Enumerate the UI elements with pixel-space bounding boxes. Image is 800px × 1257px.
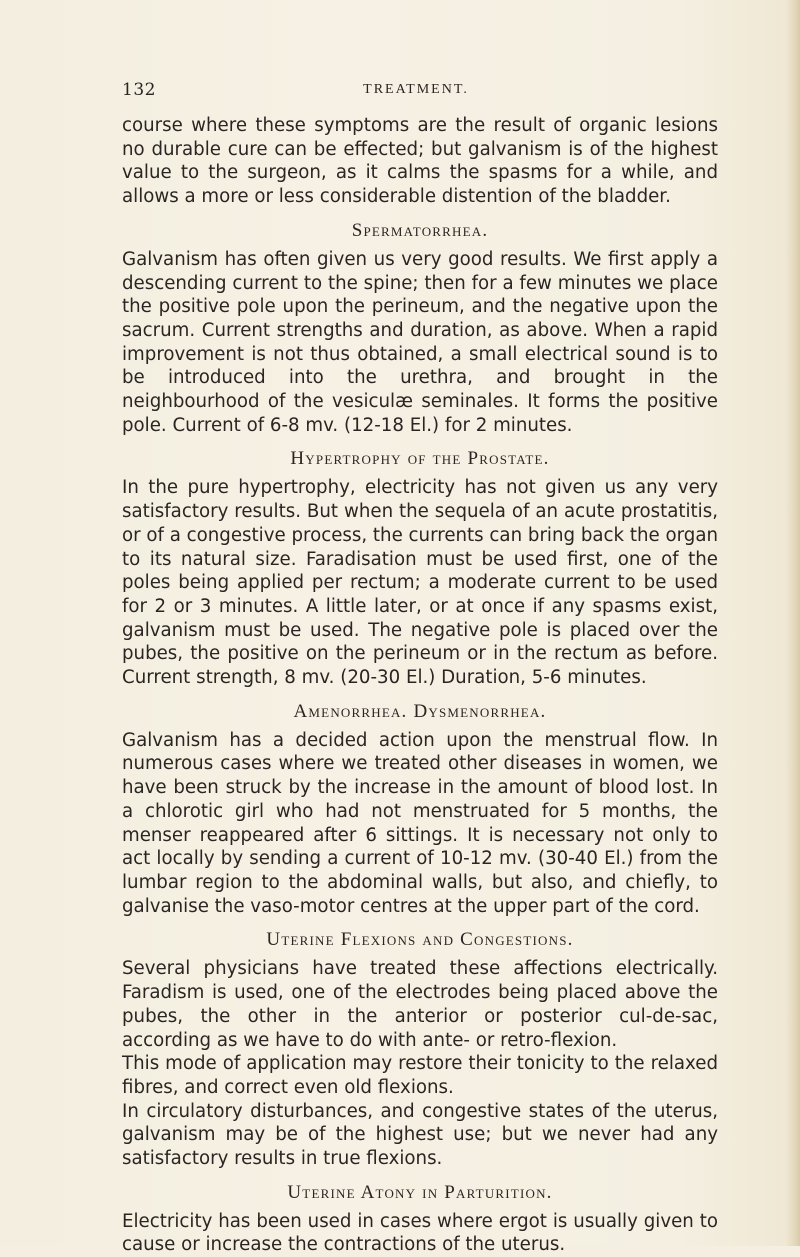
uterine-flexions-paragraph-3: In circulatory disturbances, and congestive states of the uterus, galvanism may be of the highest use; but we never had any satisfactory results in true flexions. [122, 1100, 718, 1170]
intro-paragraph: course where these symptoms are the result of organic lesions no durable cure can be effected; but galvanism is of the highest value to the surgeon, as it calms the spasms for a while, and allows a more or less considerable distention of the bladder. [122, 115, 718, 208]
page-header [122, 80, 710, 104]
heading-uterine-flexions: Uterine Flexions and Congestions. [266, 929, 574, 951]
spermatorrhea-paragraph: Galvanism has often given us very good results. We first apply a descending current to the spine; then for a few minutes we place the positive pole upon the perineum, and the negative upon the sacrum. Current strengths and duration, as above. When a rapid improvement is not thus obtained, a small electrical sound is to be introduced into the urethra, and brought in the neighbourhood of the vesiculæ seminales. It forms the positive pole. Current of 6-8 mv. (12-18 El.) for 2 minutes. [122, 248, 718, 436]
running-head: TREATMENT. [363, 82, 469, 97]
heading-amenorrhea: Amenorrhea. Dysmenorrhea. [293, 700, 547, 722]
page-number: 132 [122, 80, 156, 100]
uterine-flexions-paragraph-1: Several physicians have treated these affections electrically. Faradism is used, one of the electrodes being placed above the pubes, the other in the anterior or posterior cul-de-sac, according as we have to do with ante- or retro-flexion. [122, 958, 718, 1051]
prostate-paragraph: In the pure hypertrophy, electricity has not given us any very satisfactory results. But when the sequela of an acute prostatitis, or of a congestive process, the currents can bring back the organ to its natural size. Faradisation must be used first, one of the poles being applied per rectum; a moderate current to be used for 2 or 3 minutes. A little later, or at once if any spasms exist, galvanism must be used. The negative pole is placed over the pubes, the positive on the perineum or in the rectum as before. Current strength, 8 mv. (20-30 El.) Duration, 5-6 minutes. [122, 477, 718, 689]
heading-spermatorrhea: Spermatorrhea. [351, 219, 489, 241]
heading-uterine-atony: Uterine Atony in Parturition. [287, 1181, 553, 1203]
uterine-atony-paragraph: Electricity has been used in cases where ergot is usually given to cause or increase the contractions of the uterus. [122, 1210, 718, 1256]
heading-prostate: Hypertrophy of the Prostate. [290, 448, 550, 470]
uterine-flexions-paragraph-2: This mode of application may restore their tonicity to the relaxed fibres, and correct even old flexions. [122, 1053, 718, 1098]
body-text [122, 114, 718, 1257]
page-edge-shadow [786, 0, 800, 1246]
amenorrhea-paragraph: Galvanism has a decided action upon the menstrual flow. In numerous cases where we treated other diseases in women, we have been struck by the increase in the amount of blood lost. In a chlorotic girl who had not menstruated for 5 months, the menser reappeared after 6 sittings. It is necessary not only to act locally by sending a current of 10-12 mv. (30-40 El.) from the lumbar region to the abdominal walls, but also, and chiefly, to galvanise the vaso-motor centres at the upper part of the cord. [122, 729, 718, 917]
